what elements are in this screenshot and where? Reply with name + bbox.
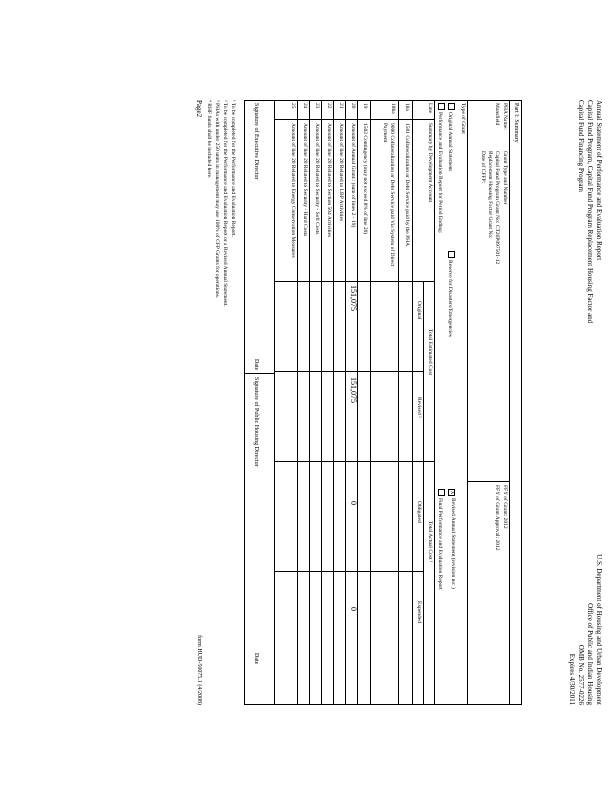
pha-name-label: PHA Name: <box>502 103 508 130</box>
grant-line-1: Capital Fund Program Grant No: CT26P097501-12 <box>494 151 500 265</box>
table-row-desc: Amount of line 20 Related to Energy Conservation Measures <box>290 123 296 258</box>
page-label: Page2 <box>195 100 203 118</box>
checkbox-icon <box>438 103 445 110</box>
grant-obligated-amount: 0 <box>349 501 358 505</box>
header-left-line: Annual Statement of Performance and Evaluation Report <box>595 100 603 261</box>
header-left-line: Capital Fund Program, Capital Fund Program Replacement Housing Factor and <box>586 100 594 324</box>
pha-name: Mansfield <box>494 103 500 126</box>
table-row-desc: 9000 Collateralization or Debt Service paid Via System of Direct Payment <box>381 123 395 267</box>
col-total-actual: Total Actual Cost ¹ <box>427 521 433 563</box>
perf-eval-period-label: Performance and Evaluation Report for Period Ending: <box>437 112 443 234</box>
public-housing-director-signature: Signature of Public Housing Director <box>253 377 259 467</box>
header-right-line: U.S. Department of Housing and Urban Development <box>595 554 603 705</box>
grant-expended-amount: 0 <box>349 607 358 611</box>
col-total-estimated: Total Estimated Cost <box>427 329 433 376</box>
table-row-desc: Amount of Annual Grant:: (sum of lines 2 - 19) <box>350 123 356 228</box>
grant-revised-amount: 151,075 <box>349 377 358 403</box>
table-row-line: 20 <box>350 103 356 109</box>
table-row-desc: Amount of line 20 Related to Security - Hard Costs <box>302 123 308 237</box>
summary-title: Part I: Summary <box>513 103 519 143</box>
checkbox-icon <box>448 103 455 110</box>
col-original: Original <box>416 301 422 320</box>
grant-line-3: Date of CFFP: <box>480 151 486 184</box>
footnote: ² To be completed for the Performance and Evaluation Report or a Revised Annual Statement. <box>222 100 229 307</box>
reserve-disasters-label: Reserve for Disasters/Emergencies <box>447 260 453 337</box>
ffy-of-grant: FFY of Grant: 2012 <box>502 485 508 529</box>
col-expended: Expended <box>416 601 422 623</box>
table-row-line: 18a <box>404 103 410 111</box>
form-number: form HUD-50075.1 (4/2008) <box>196 635 202 705</box>
revised-annual-label: Revised Annual Statement (revision no: ) <box>450 498 456 589</box>
table-row-line: 24 <box>302 103 308 109</box>
header-left-line: Capital Fund Financing Program <box>577 100 585 192</box>
footnote: ⁴ RHF funds shall be included here. <box>206 100 213 179</box>
table-row-desc: Amount of line 20 Related to LBP Activities <box>338 123 344 222</box>
final-perf-eval-label: Final Performance and Evaluation Report <box>437 498 443 590</box>
exec-director-signature: Signature of Executive Director <box>253 103 259 180</box>
perf-eval-period-checkbox[interactable] <box>437 103 446 233</box>
grant-type-label: Grant Type and Number <box>502 151 508 205</box>
checkbox-checked-icon: X <box>449 490 454 495</box>
header-right-line: OMB No. 2577-0226 <box>577 644 585 705</box>
checkbox-icon <box>438 489 445 496</box>
col-revised: Revised ² <box>416 397 422 418</box>
summary-form <box>244 100 522 705</box>
header-right-line: Expires 4/30/2011 <box>568 653 576 705</box>
table-row-line: 19 <box>362 103 368 109</box>
grant-line-2: Replacement Housing Factor Grant No: <box>487 151 493 239</box>
col-summary: Summary by Development Account <box>427 123 433 202</box>
col-obligated: Obligated <box>416 501 422 523</box>
final-perf-eval-checkbox[interactable] <box>437 489 446 590</box>
table-row-desc: Amount of line 20 Related to Security - Soft Costs <box>314 123 320 235</box>
checkbox-icon <box>448 251 455 258</box>
header-right-line: Office of Public and Indian Housing <box>586 603 594 705</box>
revised-annual-checkbox[interactable] <box>448 489 455 589</box>
table-row-line: 21 <box>338 103 344 109</box>
reserve-disasters-checkbox[interactable] <box>447 251 456 337</box>
signature-date-2: Date <box>253 653 259 665</box>
table-row-desc: 1502 Contingency (may not exceed 8% of line 20) <box>362 123 368 235</box>
ffy-grant-approval: FFY of Grant Approval: 2012 <box>494 485 500 551</box>
footnotes <box>204 100 236 307</box>
grant-original-amount: 151,075 <box>349 285 358 311</box>
signature-date-1: Date <box>253 359 259 371</box>
original-annual-label: Original Annual Statement <box>447 112 453 171</box>
header-right <box>568 554 602 705</box>
footnote: ¹ To be completed for the Performance and Evaluation Report. <box>230 100 236 238</box>
table-row-desc: 1501 Collateralization or Debt Service paid by the PHA <box>404 123 410 247</box>
table-row-line: 18ba <box>390 103 396 114</box>
table-row-line: 22 <box>326 103 332 109</box>
header-left <box>577 100 602 323</box>
col-line: Line <box>427 103 433 114</box>
table-row-line: 23 <box>314 103 320 109</box>
footnote: ³ PHAs with under 250 units in management may use 100% of CFP Grants for operations. <box>214 100 221 299</box>
original-annual-checkbox[interactable] <box>447 103 456 171</box>
type-of-grant-label: Type of Grant <box>460 103 466 134</box>
table-row-line: 25 <box>290 103 296 109</box>
table-row-desc: Amount of line 20 Related to Section 504 Activities <box>326 123 332 238</box>
